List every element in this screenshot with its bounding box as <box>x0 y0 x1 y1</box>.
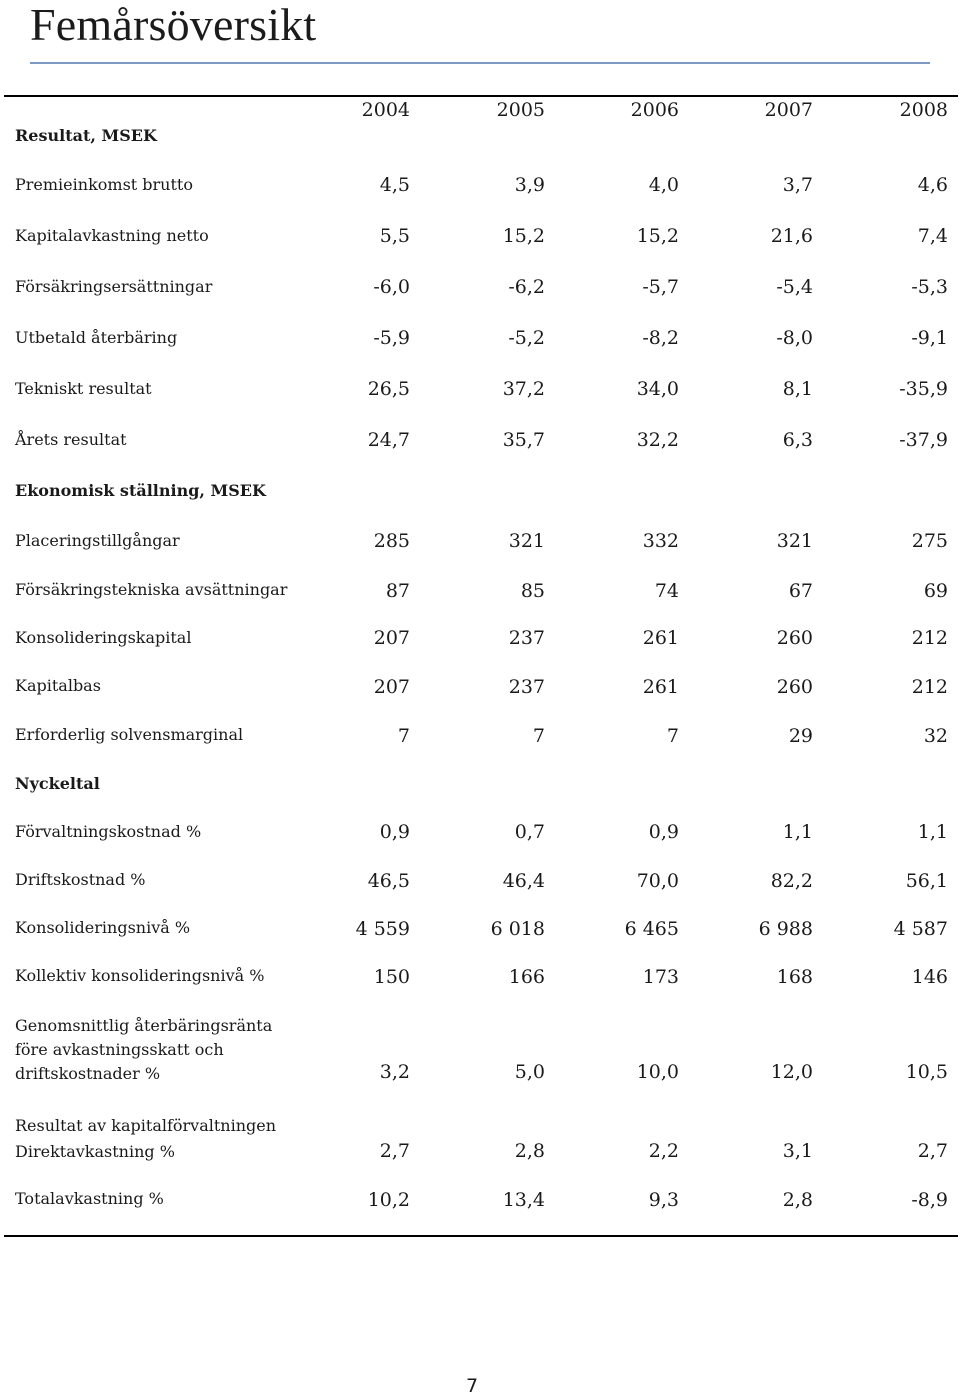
table-cell: 332 <box>642 530 679 552</box>
table-cell: 10,0 <box>636 1061 679 1083</box>
table-cell: 6 465 <box>624 918 679 940</box>
table-cell: 7 <box>532 725 545 747</box>
table-cell: 6 988 <box>758 918 813 940</box>
table-cell: 10,5 <box>905 1061 948 1083</box>
table-bottom-rule <box>4 1235 958 1237</box>
row-label: Konsolideringskapital <box>15 628 192 647</box>
table-cell: 2,7 <box>917 1140 948 1162</box>
row-label: Tekniskt resultat <box>15 379 152 398</box>
row-label: Resultat av kapitalförvaltningen Direktavkastning % <box>15 1116 277 1161</box>
table-cell: 260 <box>776 676 813 698</box>
table-cell: 67 <box>788 580 813 602</box>
row-label: Försäkringsersättningar <box>15 277 213 296</box>
table-cell: 212 <box>911 627 948 649</box>
table-cell: 166 <box>508 966 545 988</box>
table-cell: -5,9 <box>373 327 410 349</box>
table-cell: 46,5 <box>367 870 410 892</box>
table-cell: 8,1 <box>782 378 813 400</box>
row-label: Årets resultat <box>15 430 127 449</box>
table-cell: 10,2 <box>367 1189 410 1211</box>
table-cell: 1,1 <box>917 821 948 843</box>
table-cell: 34,0 <box>636 378 679 400</box>
row-label: Konsolideringsnivå % <box>15 918 191 937</box>
row-label: Kollektiv konsolideringsnivå % <box>15 966 265 985</box>
page-title: Femårsöversikt <box>30 0 317 50</box>
table-cell: 24,7 <box>367 429 410 451</box>
year-header: 2004 <box>361 99 410 121</box>
table-cell: 85 <box>520 580 545 602</box>
table-cell: 4 587 <box>893 918 948 940</box>
table-cell: 212 <box>911 676 948 698</box>
table-cell: -8,9 <box>911 1189 948 1211</box>
table-cell: 285 <box>373 530 410 552</box>
table-cell: 275 <box>911 530 948 552</box>
table-cell: 3,2 <box>379 1061 410 1083</box>
table-cell: 237 <box>508 627 545 649</box>
table-cell: 260 <box>776 627 813 649</box>
table-cell: 4,0 <box>648 174 679 196</box>
table-cell: 0,7 <box>514 821 545 843</box>
table-cell: -5,4 <box>776 276 813 298</box>
table-cell: 5,0 <box>514 1061 545 1083</box>
table-cell: 4,5 <box>379 174 410 196</box>
table-cell: -35,9 <box>899 378 948 400</box>
table-cell: 13,4 <box>502 1189 545 1211</box>
table-cell: 0,9 <box>648 821 679 843</box>
year-header: 2006 <box>630 99 679 121</box>
table-cell: -8,0 <box>776 327 813 349</box>
table-cell: 32 <box>923 725 948 747</box>
year-header: 2005 <box>496 99 545 121</box>
table-cell: 7 <box>666 725 679 747</box>
table-cell: 87 <box>385 580 410 602</box>
table-cell: 74 <box>654 580 679 602</box>
table-cell: 168 <box>776 966 813 988</box>
table-cell: 237 <box>508 676 545 698</box>
table-cell: 1,1 <box>782 821 813 843</box>
row-label: Erforderlig solvensmarginal <box>15 725 244 744</box>
table-cell: 3,1 <box>782 1140 813 1162</box>
table-cell: 261 <box>642 627 679 649</box>
table-cell: 26,5 <box>367 378 410 400</box>
table-cell: 21,6 <box>770 225 813 247</box>
table-cell: 146 <box>911 966 948 988</box>
table-cell: 261 <box>642 676 679 698</box>
table-cell: 69 <box>923 580 948 602</box>
table-cell: 56,1 <box>905 870 948 892</box>
table-cell: 15,2 <box>636 225 679 247</box>
row-label: Genomsnittlig återbäringsränta före avkastningsskatt och driftskostnader % <box>15 1016 273 1083</box>
page-number: 7 <box>466 1375 479 1397</box>
table-cell: 321 <box>776 530 813 552</box>
row-label: Premieinkomst brutto <box>15 175 193 194</box>
table-cell: -6,2 <box>508 276 545 298</box>
table-cell: 4 559 <box>355 918 410 940</box>
table-cell: -5,2 <box>508 327 545 349</box>
table-cell: 321 <box>508 530 545 552</box>
table-cell: 5,5 <box>379 225 410 247</box>
section-heading: Resultat, MSEK <box>15 126 157 145</box>
row-label: Kapitalavkastning netto <box>15 226 209 245</box>
table-cell: 3,7 <box>782 174 813 196</box>
table-cell: 2,7 <box>379 1140 410 1162</box>
year-header: 2007 <box>764 99 813 121</box>
section-heading: Nyckeltal <box>15 774 100 793</box>
table-cell: 29 <box>788 725 813 747</box>
table-cell: 15,2 <box>502 225 545 247</box>
table-cell: 3,9 <box>514 174 545 196</box>
row-label: Totalavkastning % <box>15 1189 164 1208</box>
table-cell: -9,1 <box>911 327 948 349</box>
row-label: Driftskostnad % <box>15 870 146 889</box>
table-cell: -8,2 <box>642 327 679 349</box>
table-cell: 82,2 <box>770 870 813 892</box>
table-cell: 6 018 <box>490 918 545 940</box>
table-cell: 70,0 <box>636 870 679 892</box>
table-cell: -37,9 <box>899 429 948 451</box>
table-cell: 2,2 <box>648 1140 679 1162</box>
table-cell: 2,8 <box>514 1140 545 1162</box>
table-cell: 7,4 <box>917 225 948 247</box>
row-label: Utbetald återbäring <box>15 328 178 347</box>
table-cell: -5,7 <box>642 276 679 298</box>
row-label: Kapitalbas <box>15 676 101 695</box>
row-label: Förvaltningskostnad % <box>15 822 202 841</box>
table-cell: -6,0 <box>373 276 410 298</box>
table-cell: 0,9 <box>379 821 410 843</box>
table-cell: 32,2 <box>636 429 679 451</box>
table-cell: 150 <box>373 966 410 988</box>
table-cell: -5,3 <box>911 276 948 298</box>
table-cell: 7 <box>397 725 410 747</box>
title-underline <box>30 62 930 64</box>
table-cell: 12,0 <box>770 1061 813 1083</box>
table-top-rule <box>4 95 958 97</box>
row-label: Placeringstillgångar <box>15 531 180 550</box>
table-cell: 9,3 <box>648 1189 679 1211</box>
table-cell: 2,8 <box>782 1189 813 1211</box>
table-cell: 37,2 <box>502 378 545 400</box>
table-cell: 6,3 <box>782 429 813 451</box>
section-heading: Ekonomisk ställning, MSEK <box>15 481 266 500</box>
table-cell: 4,6 <box>917 174 948 196</box>
year-header: 2008 <box>899 99 948 121</box>
table-cell: 207 <box>373 676 410 698</box>
table-cell: 173 <box>642 966 679 988</box>
table-cell: 207 <box>373 627 410 649</box>
table-cell: 35,7 <box>502 429 545 451</box>
row-label: Försäkringstekniska avsättningar <box>15 580 288 599</box>
table-cell: 46,4 <box>502 870 545 892</box>
